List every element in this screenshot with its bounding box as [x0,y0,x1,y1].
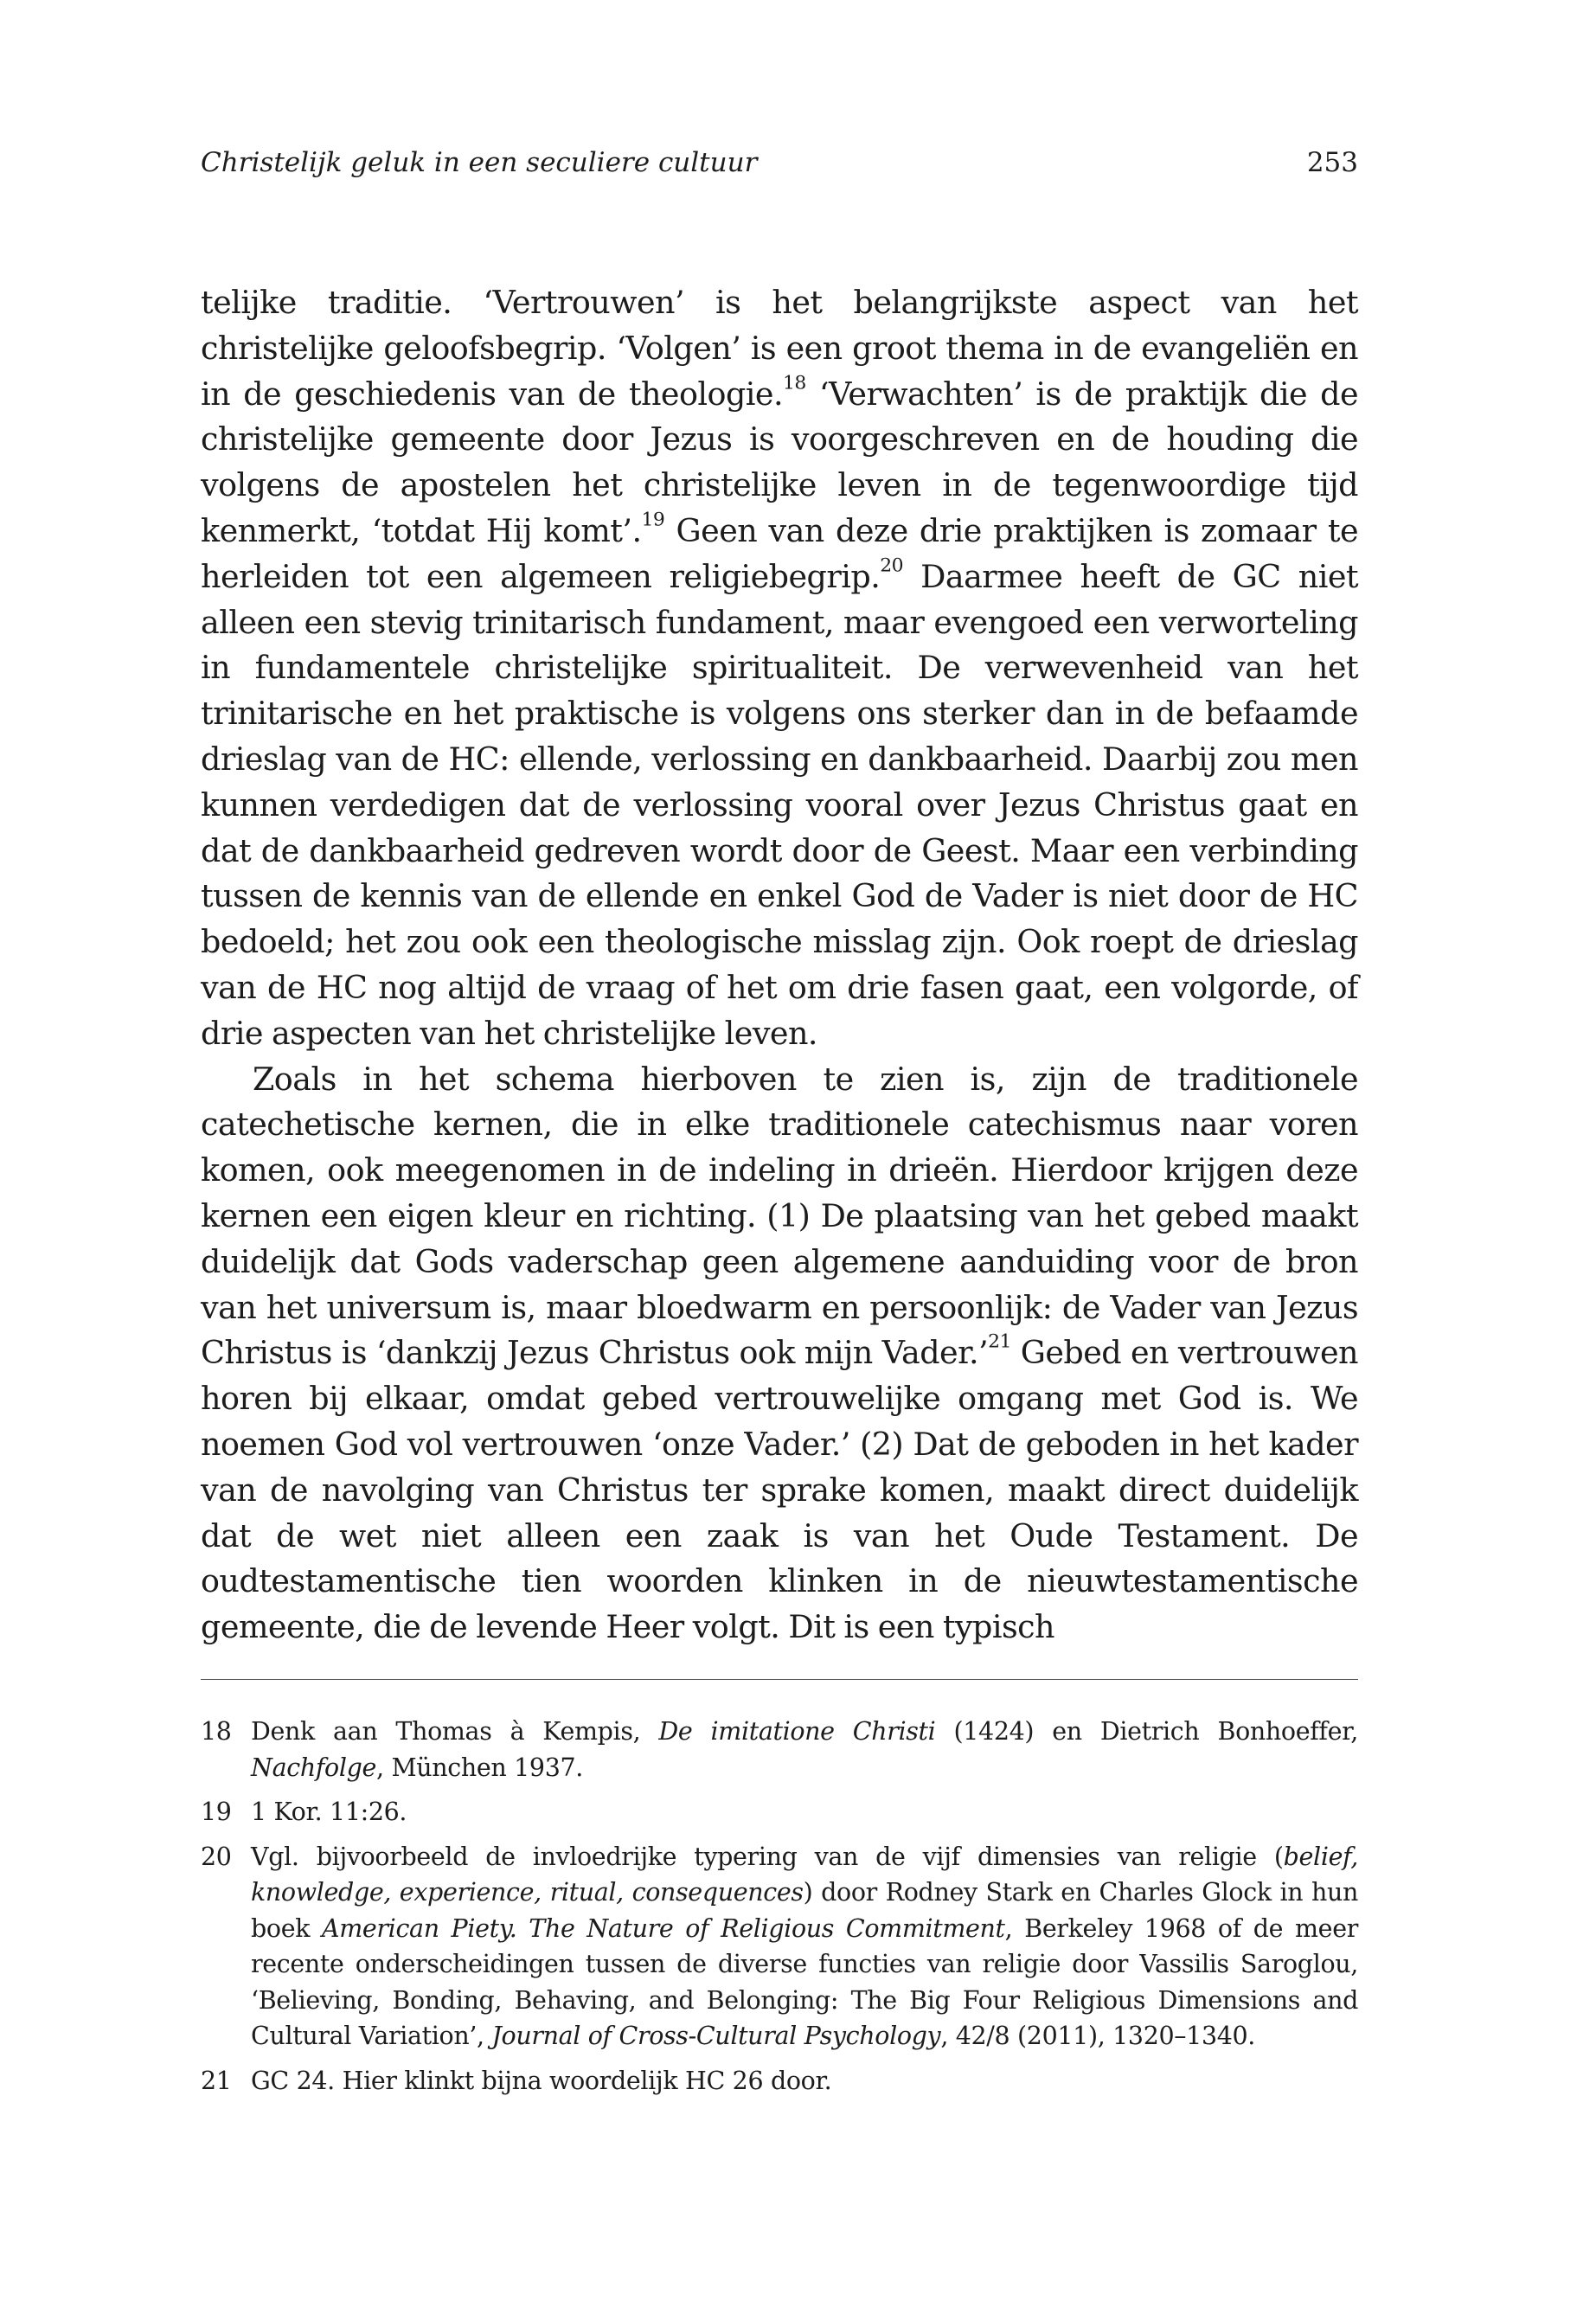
footnote-journal: Journal of Cross-Cultural Psychology [491,2022,941,2050]
paragraph-text: Daarmee heeft de GC niet alleen een stevig trinitarisch fundament, maar evengoed een verworteling in fundamentele christelijke spiritualiteit. De verwevenheid van het trinitarische en het praktische is volgens ons sterker dan in de befaamde drieslag van de HC: ellende, verlossing en dankbaarheid. Daarbij zou men kunnen verdedigen dat de verlossing vooral over Jezus Christus gaat en dat de dankbaarheid gedreven wordt door de Geest. Maar een verbinding tussen de kennis van de ellende en enkel God de Vader is niet door de HC bedoeld; het zou ook een theologische misslag zijn. Ook roept de drieslag van de HC nog altijd de vraag of het om drie fasen gaat, een volgorde, of drie aspecten van het christelijke leven. [201,557,1359,1052]
footnote-19 [201,1794,1358,1830]
footnote-text: , 42/8 (2011), 1320–1340. [940,2022,1255,2050]
footnote-text: 1 Kor. 11:26. [251,1798,407,1826]
footnote-21 [201,2063,1358,2099]
footnote-divider [201,1679,1358,1680]
footnote-text: , München 1937. [376,1753,583,1782]
paragraph [201,1057,1358,1650]
main-text [201,280,1358,1650]
footnote-ref-18[interactable]: 18 [783,371,806,394]
footnote-number: 20 [201,1842,232,1871]
footnote-text: ) door Rodney Stark en Charles Glock in hun boek [251,1878,1358,1943]
footnote-number: 18 [201,1717,232,1746]
footnotes [201,1714,1358,2107]
page-number: 253 [1306,147,1358,178]
footnote-title: American Piety. The Nature of Religious Commitment [321,1913,1005,1943]
paragraph [201,280,1358,1057]
paragraph-text: ‘Verwachten’ is de praktijk die de christelijke gemeente door Jezus is voorgeschreven en de houding die volgens de apostelen het christelijke leven in de tegenwoordige tijd kenmerkt, ‘totdat Hij komt’. [201,375,1358,549]
footnote-18 [201,1714,1358,1785]
footnote-ref-21[interactable]: 21 [988,1330,1011,1353]
footnote-number: 21 [201,2066,232,2095]
footnote-text: Vgl. bijvoorbeeld de invloedrijke typering van de vijf dimensies van religie ( [251,1842,1284,1871]
footnote-text: (1424) en Dietrich Bonhoeffer, [935,1717,1358,1746]
footnote-20 [201,1839,1358,2054]
running-title: Christelijk geluk in een seculiere cultuur [201,147,758,178]
paragraph-text: Geen van deze drie praktijken is zomaar te herleiden tot een algemeen religiebegrip. [201,511,1358,595]
footnote-italic-terms: belief, knowledge, experience, ritual, consequences [251,1842,1358,1907]
paragraph-text: Zoals in het schema hierboven te zien is, zijn de traditionele catechetische kernen, die in elke traditionele catechismus naar voren komen, ook meegenomen in de indeling in drieën. Hierdoor krijgen deze kernen een eigen kleur en richting. (1) De plaatsing van het gebed maakt duidelijk dat Gods vaderschap geen algemene aanduiding voor de bron van het universum is, maar bloedwarm en persoonlijk: de Vader van Jezus Christus is ‘dankzij Jezus Christus ook mijn Vader.’ [201,1060,1358,1372]
paragraph-text: telijke traditie. ‘Vertrouwen’ is het belangrijkste aspect van het christelijke geloofsbegrip. ‘Volgen’ is een groot thema in de evangeliën en in de geschiedenis van de theologie. [201,284,1358,413]
footnote-ref-20[interactable]: 20 [880,554,904,577]
footnote-title: Nachfolge [251,1753,377,1782]
footnote-text: Denk aan Thomas à Kempis, [251,1717,659,1746]
running-header [201,144,1358,182]
paragraph-text: Gebed en vertrouwen horen bij elkaar, omdat gebed vertrouwelijke omgang met God is. We noemen God vol vertrouwen ‘onze Vader.’ (2) Dat de geboden in het kader van de navolging van Christus ter sprake komen, maakt direct duidelijk dat de wet niet alleen een zaak is van het Oude Testament. De oudtestamentische tien woorden klinken in de nieuwtestamentische gemeente, die de levende Heer volgt. Dit is een typisch [201,1334,1358,1646]
footnote-number: 19 [201,1798,232,1826]
footnote-ref-19[interactable]: 19 [641,509,665,531]
footnote-text: GC 24. Hier klinkt bijna woordelijk HC 26 door. [251,2066,832,2095]
footnote-title: De imitatione Christi [658,1717,936,1746]
footnote-text: , Berkeley 1968 of de meer recente onderscheidingen tussen de diverse functies van religie door Vassilis Saroglou, ‘Believing, Bonding, Behaving, and Belonging: The Big Four Religious Dimensions and Cultural Variation’, [251,1913,1358,2050]
